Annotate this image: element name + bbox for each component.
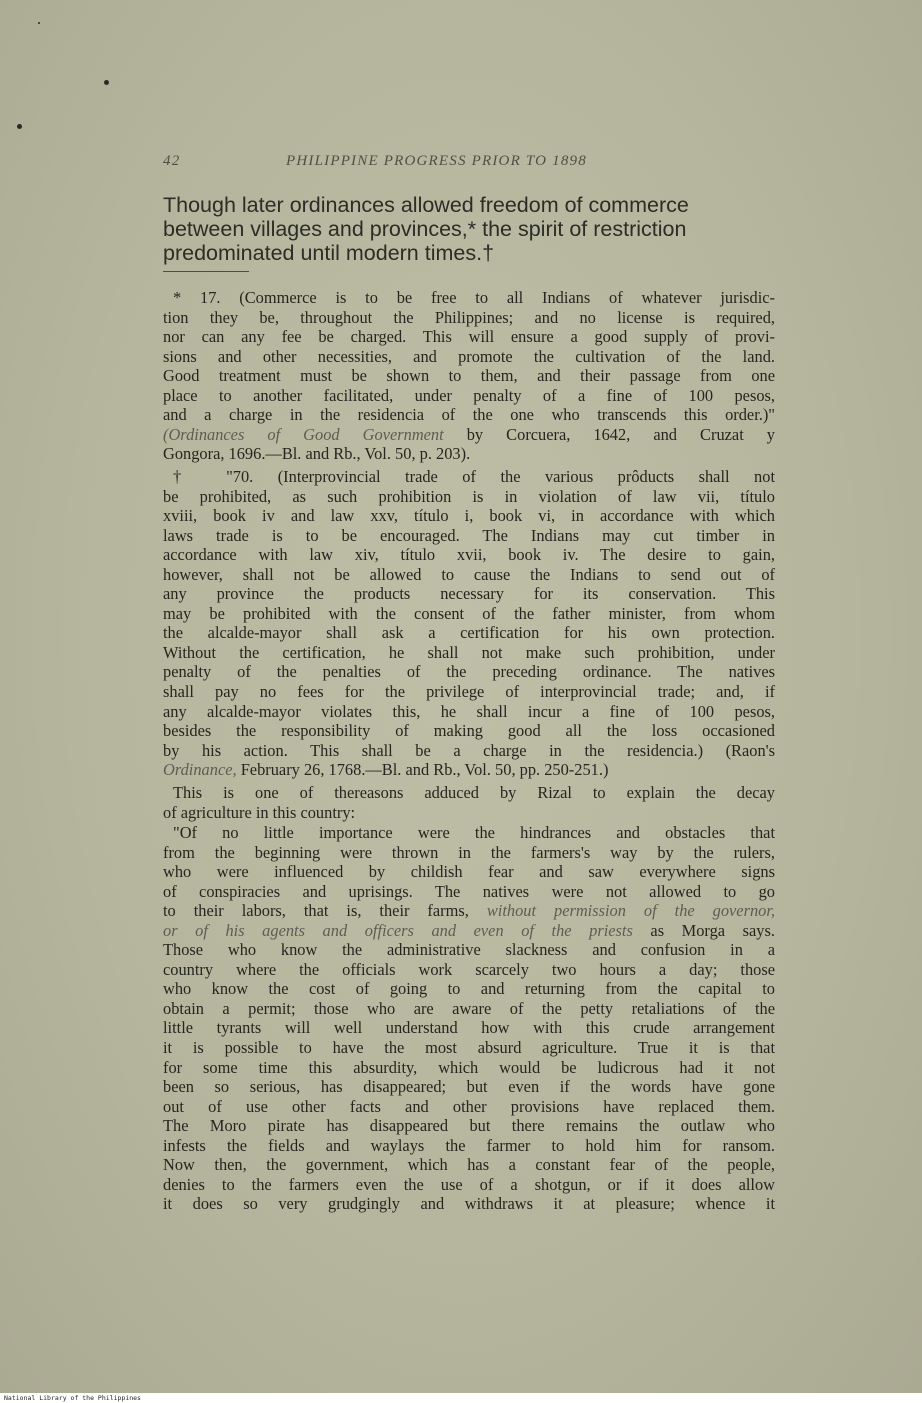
text-line: Good treatment must be shown to them, and their passage from one	[163, 366, 775, 386]
text-line: The Moro pirate has disappeared but there remains the outlaw who	[163, 1116, 775, 1136]
text-line	[163, 921, 775, 941]
text-line: and a charge in the residencia of the one who transcends this order.)"	[163, 405, 775, 425]
lead-paragraph	[163, 193, 775, 265]
text-line: however, shall not be allowed to cause the Indians to send out of	[163, 564, 775, 584]
text-run: as Morga says.	[632, 920, 775, 940]
rizal-quote	[163, 823, 775, 1214]
ink-speck	[17, 124, 22, 129]
text-line: for some time this absurdity, which would be ludicrous had it not	[163, 1057, 775, 1077]
text-line: infests the fields and waylays the farmer to hold him for ransom.	[163, 1135, 775, 1155]
library-credit: National Library of the Philippines	[4, 1394, 141, 1402]
page-number: 42	[163, 153, 181, 169]
text-line: of agriculture in this country:	[163, 802, 356, 822]
text-line: any alcalde-mayor violates this, he shall incur a fine of 100 pesos,	[163, 701, 775, 721]
footnote-rule	[163, 271, 249, 272]
citation-line	[163, 760, 775, 780]
running-title: PHILIPPINE PROGRESS PRIOR TO 1898	[286, 153, 587, 169]
text-line: † "70. (Interprovincial trade of the various prôducts shall not	[173, 467, 775, 486]
text-line: out of use other facts and other provisions have replaced them.	[163, 1096, 775, 1116]
footnote-17	[163, 288, 775, 464]
text-line: from the beginning were thrown in the farmers's way by the rulers,	[163, 842, 775, 862]
text-line: may be prohibited with the consent of the father minister, from whom	[163, 603, 775, 623]
text-line: This is one of thereasons adduced by Rizal to explain the decay	[173, 783, 775, 802]
text-line: Gongora, 1696.—Bl. and Rb., Vol. 50, p. 203).	[163, 444, 471, 464]
citation-title: Ordinance,	[163, 760, 237, 780]
lead-line: predominated until modern times.†	[163, 241, 495, 265]
text-line: tion they be, throughout the Philippines; and no license is required,	[163, 307, 775, 327]
text-line: country where the officials work scarcely two hours a day; those	[163, 959, 775, 979]
text-line: place to another facilitated, under penalty of a fine of 100 pesos,	[163, 385, 775, 405]
text-line: accordance with law xiv, título xvii, book iv. The desire to gain,	[163, 545, 775, 565]
text-line: shall pay no fees for the privilege of interprovincial trade; and, if	[163, 682, 775, 702]
text-line: xviii, book iv and law xxv, título i, book vi, in accordance with which	[163, 506, 775, 526]
lead-line: between villages and provinces,* the spirit of restriction	[163, 217, 687, 241]
text-line: Those who know the administrative slackness and confusion in a	[163, 940, 775, 960]
text-line: Without the certification, he shall not make such prohibition, under	[163, 642, 775, 662]
text-line: penalty of the penalties of the preceding ordinance. The natives	[163, 662, 775, 682]
text-line: the alcalde-mayor shall ask a certification for his own protection.	[163, 623, 775, 643]
text-line: obtain a permit; those who are aware of the petty retaliations of the	[163, 998, 775, 1018]
ink-speck	[104, 80, 109, 85]
text-line: it does so very grudgingly and withdraws it at pleasure; whence it	[163, 1194, 775, 1214]
lead-line: Though later ordinances allowed freedom of commerce	[163, 193, 689, 217]
text-line: * 17. (Commerce is to be free to all Indians of whatever jurisdic-	[173, 288, 775, 307]
text-line: sions and other necessities, and promote the cultivation of the land.	[163, 346, 775, 366]
text-line: any province the products necessary for its conservation. This	[163, 584, 775, 604]
text-run: to their labors, that is, their farms,	[163, 901, 487, 921]
citation-rest: February 26, 1768.—Bl. and Rb., Vol. 50, pp. 250-251.)	[236, 760, 609, 780]
citation-line	[163, 425, 775, 445]
citation-title: (Ordinances of Good Government	[163, 424, 444, 444]
text-line: it is possible to have the most absurd agriculture. True it is that	[163, 1038, 775, 1058]
text-line	[163, 901, 775, 921]
text-line: "Of no little importance were the hindrances and obstacles that	[173, 823, 775, 842]
text-line: besides the responsibility of making good all the loss occasioned	[163, 721, 775, 741]
text-line: denies to the farmers even the use of a shotgun, or if it does allow	[163, 1174, 775, 1194]
text-line: be prohibited, as such prohibition is in violation of law vii, título	[163, 486, 775, 506]
text-line: who were influenced by childish fear and saw everywhere signs	[163, 862, 775, 882]
text-line: of conspiracies and uprisings. The natives were not allowed to go	[163, 881, 775, 901]
text-line: little tyrants will well understand how with this crude arrangement	[163, 1018, 775, 1038]
footnote-70	[163, 467, 775, 780]
italic-run: or of his agents and officers and even of the priests	[163, 920, 633, 940]
citation-rest: by Corcuera, 1642, and Cruzat y	[443, 424, 775, 444]
text-line: who know the cost of going to and returning from the capital to	[163, 979, 775, 999]
ink-speck	[38, 22, 40, 24]
italic-run: without permission of the governor,	[486, 901, 776, 921]
running-header	[163, 153, 773, 173]
text-line: nor can any fee be charged. This will ensure a good supply of provi-	[163, 327, 775, 347]
text-line: Now then, the government, which has a constant fear of the people,	[163, 1155, 775, 1175]
text-line: by his action. This shall be a charge in the residencia.) (Raon's	[163, 740, 775, 760]
text-line: laws trade is to be encouraged. The Indians may cut timber in	[163, 525, 775, 545]
text-line: been so serious, has disappeared; but even if the words have gone	[163, 1077, 775, 1097]
rizal-intro	[163, 783, 775, 822]
